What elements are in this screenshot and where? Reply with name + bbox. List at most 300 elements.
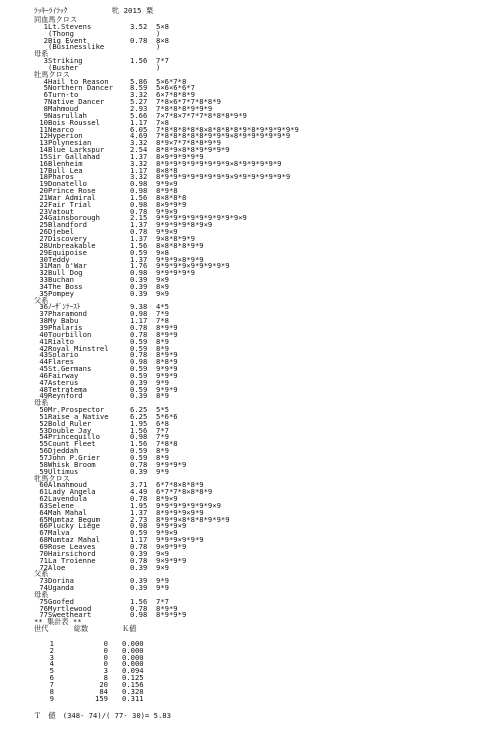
cross-row — [34, 44, 474, 51]
horse-number: 61 — [39, 487, 48, 497]
blood-percent: 4.49 — [130, 487, 148, 497]
blood-percent: 3.32 — [130, 138, 148, 148]
horse-name: Pompey — [48, 288, 74, 298]
blood-percent: 1.56 — [130, 192, 148, 202]
cross-pattern: 7*9 — [156, 432, 169, 442]
horse-number: 39 — [39, 322, 48, 332]
blood-percent: 0.98 — [130, 357, 148, 367]
cross-row — [34, 343, 474, 353]
cross-row — [34, 254, 474, 264]
blood-percent: 1.17 — [130, 535, 148, 545]
cross-pattern: 7*8*8*8*9*9*9 — [156, 103, 213, 113]
horse-name: Count Fleet — [48, 439, 96, 449]
summary-cell: 0.000 — [122, 638, 144, 648]
horse-name: Raise a Native — [48, 411, 109, 421]
horse-name: Fair Trial — [48, 199, 92, 209]
summary-cell: 0.125 — [122, 673, 144, 683]
cross-row — [34, 222, 474, 229]
horse-number: 33 — [39, 275, 48, 285]
cross-pattern: 4*5 — [156, 302, 169, 312]
cross-row — [34, 514, 474, 524]
horse-name: Blenheim — [48, 158, 83, 168]
blood-percent: 0.39 — [130, 288, 148, 298]
summary-cell: 84 — [99, 686, 108, 696]
summary-cell: 2 — [49, 645, 54, 655]
summary-row — [34, 668, 474, 675]
cross-pattern: 9*9*9 — [156, 384, 178, 394]
blood-percent: 3.32 — [130, 158, 148, 168]
blood-percent: 0.39 — [130, 576, 148, 586]
cross-pattern: 7×7*8×7*7*7*8*8*8*9*9 — [156, 110, 247, 120]
horse-number: 55 — [39, 439, 48, 449]
horse-number: 37 — [39, 309, 48, 319]
summary-cell: 3 — [103, 666, 108, 676]
pedigree-cross-report — [34, 4, 474, 719]
horse-number: 25 — [39, 220, 48, 230]
cross-row — [34, 612, 474, 619]
blood-percent: 0.39 — [130, 548, 148, 558]
horse-number: 72 — [39, 562, 48, 572]
cross-row — [34, 384, 474, 394]
horse-name: ﾗｯｷｰﾗｲﾗｯｸ — [34, 6, 68, 15]
blood-percent: 0.39 — [130, 377, 148, 387]
horse-number: 41 — [39, 336, 48, 346]
summary-cell: 0 — [103, 638, 108, 648]
cross-pattern: 8*9 — [156, 391, 169, 401]
cross-row — [34, 455, 474, 462]
cross-pattern: 7*8×6*7*7*8*8*9 — [156, 97, 221, 107]
horse-number: 19 — [39, 179, 48, 189]
horse-name: John P.Grier — [48, 453, 100, 462]
cross-row — [34, 393, 474, 400]
blood-percent: 0.78 — [130, 555, 148, 565]
summary-row — [34, 638, 474, 648]
cross-row — [34, 562, 474, 572]
blood-percent: 0.78 — [130, 541, 148, 551]
cross-pattern: 9×9*9*9 — [156, 541, 187, 551]
cross-pattern: 7*9 — [156, 309, 169, 319]
horse-name: Selene — [48, 500, 74, 510]
horse-name: Whisk Broom — [48, 459, 96, 469]
cross-row — [34, 304, 474, 311]
horse-number: 49 — [39, 391, 48, 401]
cross-row — [34, 281, 474, 291]
section-label: 母系 — [34, 398, 49, 408]
horse-name: Northern Dancer — [48, 83, 113, 93]
cross-row — [34, 58, 474, 65]
horse-number: 32 — [39, 268, 48, 278]
cross-row — [34, 62, 474, 72]
blood-percent: 0.39 — [130, 275, 148, 285]
horse-name: Hairsichord — [48, 548, 96, 558]
blood-percent: 2.15 — [130, 213, 148, 223]
blood-percent: 0.98 — [130, 309, 148, 319]
section-label: 牝馬クロス — [34, 473, 70, 483]
cross-row — [34, 147, 474, 154]
summary-header-cell: 世代 — [34, 624, 49, 634]
cross-pattern: 6*7*7*8×8*8*9 — [156, 487, 213, 497]
horse-name: Sweetheart — [48, 610, 92, 620]
horse-number: 21 — [39, 192, 48, 202]
blood-percent: 1.37 — [130, 220, 148, 230]
cross-row — [34, 411, 474, 421]
blood-percent: 0.98 — [130, 179, 148, 189]
cross-row — [34, 247, 474, 257]
cross-row — [34, 322, 474, 332]
horse-name: Mah Mahal — [48, 507, 87, 517]
cross-pattern: 8×9*9*9*9*9 — [156, 151, 204, 161]
horse-name: Rialto — [48, 336, 74, 346]
horse-number: 73 — [39, 576, 48, 586]
horse-name: Mahmoud — [48, 103, 79, 113]
cross-pattern: 8*9×7*7*8*8*9*9 — [156, 138, 221, 148]
horse-number: 67 — [39, 528, 48, 538]
horse-number: 68 — [39, 535, 48, 545]
cross-row — [34, 240, 474, 250]
cross-row — [34, 263, 474, 270]
cross-pattern: 5×8 — [156, 21, 169, 31]
horse-number: 8 — [43, 103, 48, 113]
blood-percent: 3.32 — [130, 172, 148, 182]
summary-cell: 0 — [103, 645, 108, 655]
horse-name: Royal Minstrel — [48, 343, 109, 353]
horse-name: Double Jay — [48, 425, 92, 435]
horse-number: 34 — [39, 281, 48, 291]
horse-name: Myrtlewood — [48, 603, 92, 613]
blood-percent: 0.78 — [130, 329, 148, 339]
cross-pattern: ) — [156, 62, 161, 72]
cross-row — [34, 500, 474, 510]
blood-percent: 0.78 — [130, 350, 148, 360]
blood-percent: 0.98 — [130, 186, 148, 196]
horse-name: Gainsborough — [48, 213, 100, 223]
blood-percent: 1.56 — [130, 56, 148, 66]
horse-name: Mumtaz Mahal — [48, 535, 100, 545]
cross-row — [34, 448, 474, 455]
horse-name: Man o'War — [48, 261, 87, 271]
horse-name: Prince Rose — [48, 186, 96, 196]
horse-number: 17 — [39, 165, 48, 175]
horse-number: 54 — [39, 432, 48, 442]
summary-row — [34, 693, 474, 703]
blood-percent: 0.59 — [130, 364, 148, 374]
cross-pattern: 8*9 — [156, 343, 169, 353]
horse-number: 14 — [39, 145, 48, 155]
blood-percent: 1.37 — [130, 254, 148, 264]
cross-row — [34, 418, 474, 428]
blood-percent: 5.27 — [130, 97, 148, 107]
horse-name: The Boss — [48, 281, 83, 291]
horse-name: Flares — [48, 357, 74, 367]
horse-name: Plucky Liege — [48, 521, 100, 531]
blood-percent: 0.78 — [130, 459, 148, 469]
horse-number: 64 — [39, 507, 48, 517]
cross-pattern: 9*9*9×9*9*9 — [156, 535, 204, 545]
summary-cell: 0.328 — [122, 686, 144, 696]
horse-name: Equipoise — [48, 247, 87, 257]
summary-cell: 0.156 — [122, 680, 144, 689]
horse-name: Hail to Reason — [48, 76, 109, 86]
horse-number: 24 — [39, 213, 48, 223]
cross-row — [34, 359, 474, 366]
cross-row — [34, 507, 474, 517]
horse-number: 59 — [39, 466, 48, 476]
section-label: 母系 — [34, 49, 49, 59]
horse-name: Bois Roussel — [48, 117, 100, 127]
cross-pattern: 9×9*9*9 — [156, 555, 187, 565]
horse-name: Princequillo — [48, 432, 100, 442]
cross-pattern: 9*9*9*9*9*9*9×9 — [156, 500, 221, 510]
section-label: 父系 — [34, 569, 49, 579]
horse-name: Native Dancer — [48, 97, 105, 107]
horse-number: 29 — [39, 247, 48, 257]
blood-percent: 3.52 — [130, 21, 148, 31]
blood-percent: 0.59 — [130, 336, 148, 346]
cross-row — [34, 585, 474, 592]
blood-percent: 0.78 — [130, 603, 148, 613]
cross-pattern: 5*5 — [156, 405, 169, 415]
horse-number: 22 — [39, 199, 48, 209]
summary-cell: 0.000 — [122, 652, 144, 662]
horse-name: Almahmoud — [48, 480, 87, 490]
blood-percent: 1.95 — [130, 418, 148, 428]
summary-cell: 8 — [49, 686, 54, 696]
horse-number: 69 — [39, 541, 48, 551]
horse-name: Ultimus — [48, 466, 79, 476]
cross-row — [34, 270, 474, 277]
cross-row — [34, 441, 474, 448]
horse-name: Lavendula — [48, 494, 87, 504]
cross-pattern: 9*9 — [156, 377, 169, 387]
horse-number: 2 — [43, 35, 48, 45]
horse-number: 40 — [39, 329, 48, 339]
cross-row — [34, 537, 474, 544]
cross-pattern: 9*9*9 — [156, 364, 178, 374]
horse-number: 18 — [39, 172, 48, 182]
horse-name: Unbreakable — [48, 240, 96, 250]
summary-cell: 5 — [49, 666, 54, 676]
horse-number: 43 — [39, 350, 48, 360]
cross-row — [34, 21, 474, 31]
horse-number: 63 — [39, 500, 48, 510]
blood-percent: 0.39 — [130, 466, 148, 476]
cross-pattern: ) — [156, 28, 161, 38]
blood-percent: 0.98 — [130, 199, 148, 209]
cross-row — [34, 489, 474, 496]
horse-name: Nasrullah — [48, 110, 87, 120]
cross-pattern: 8*8*9×8*8*9*9*9*9 — [156, 145, 230, 155]
section-label: 牡馬クロス — [34, 69, 70, 79]
horse-number: 31 — [39, 261, 48, 271]
cross-row — [34, 603, 474, 613]
cross-row — [34, 541, 474, 551]
blood-percent: 0.39 — [130, 583, 148, 593]
horse-name: Blandford — [48, 220, 87, 230]
horse-name: Lady Angela — [48, 487, 96, 497]
summary-cell: 9 — [49, 693, 54, 703]
cross-pattern: 8*9×9 — [156, 494, 178, 504]
horse-number: 77 — [39, 610, 48, 620]
blood-percent: 0.98 — [130, 432, 148, 442]
summary-cell: 0 — [103, 652, 108, 662]
blood-percent: 1.17 — [130, 165, 148, 175]
cross-pattern: 8×9 — [156, 281, 169, 291]
cross-row — [34, 229, 474, 236]
cross-pattern: 9×9 — [156, 548, 169, 558]
cross-row — [34, 496, 474, 503]
horse-name: Tetratema — [48, 384, 87, 394]
blood-percent: 0.59 — [130, 343, 148, 353]
horse-number: 48 — [39, 384, 48, 394]
blood-percent: 0.98 — [130, 610, 148, 620]
blood-percent: 0.98 — [130, 521, 148, 531]
summary-header — [34, 626, 474, 633]
cross-row — [34, 28, 474, 38]
summary-cell: 8 — [103, 673, 108, 683]
cross-pattern: 8*9*9 — [156, 350, 178, 360]
cross-pattern: 9×9 — [156, 288, 169, 298]
horse-name: Aloe — [48, 562, 66, 572]
horse-number: 58 — [39, 459, 48, 469]
cross-pattern: 9×8*8*9*9 — [156, 234, 195, 243]
horse-number: 65 — [39, 514, 48, 524]
cross-row — [34, 425, 474, 435]
summary-row — [34, 661, 474, 668]
horse-number: 10 — [39, 117, 48, 127]
cross-pattern: 9×9 — [156, 562, 169, 572]
horse-number: 6 — [43, 90, 48, 100]
horse-name: Tourbillon — [48, 329, 92, 339]
blood-percent: 0.39 — [130, 391, 148, 401]
horse-number: 4 — [43, 76, 48, 86]
blood-percent: 1.56 — [130, 439, 148, 449]
summary-row — [34, 645, 474, 655]
horse-number: 53 — [39, 425, 48, 435]
cross-row — [34, 99, 474, 106]
cross-row — [34, 352, 474, 359]
blood-percent: 5.86 — [130, 76, 148, 86]
blood-percent: 6.05 — [130, 124, 148, 134]
horse-number: 66 — [39, 521, 48, 531]
cross-row — [34, 578, 474, 585]
horse-name: Uganda — [48, 583, 74, 593]
horse-name: Blue Larkspur — [48, 145, 105, 155]
cross-pattern: 6*8 — [156, 418, 169, 428]
horse-name: (Businesslike — [48, 42, 105, 52]
blood-percent: 2.73 — [130, 514, 148, 524]
cross-pattern: 6×7*8*8*9 — [156, 90, 195, 100]
cross-pattern: 8*9*9 — [156, 329, 178, 339]
blood-percent: 0.39 — [130, 562, 148, 572]
section-label: 母系 — [34, 589, 49, 599]
summary-cell: 0.000 — [122, 645, 144, 655]
cross-pattern: 9*9*9*9×9*9*9*9*9 — [156, 261, 230, 271]
cross-row — [34, 199, 474, 209]
cross-row — [34, 482, 474, 489]
cross-row — [34, 103, 474, 113]
cross-row — [34, 466, 474, 476]
cross-row — [34, 236, 474, 243]
horse-number: 50 — [39, 405, 48, 415]
cross-row — [34, 85, 474, 92]
cross-pattern: 7*7 — [156, 425, 169, 435]
cross-pattern: 9*9*9*9*8*9×9 — [156, 220, 213, 230]
cross-pattern: 8*9*9*9×9*9 — [156, 507, 204, 517]
horse-number: 7 — [43, 97, 48, 107]
cross-pattern: 8×9*9*9 — [156, 199, 187, 209]
horse-number: 11 — [39, 124, 48, 134]
cross-pattern: 9*9*9*9 — [156, 459, 187, 469]
summary-cell: 6 — [49, 673, 54, 683]
horse-name: Dorina — [48, 576, 74, 586]
cross-row — [34, 133, 474, 140]
horse-name: Phalaris — [48, 322, 83, 332]
cross-pattern: 9*9*9*9*9 — [156, 268, 195, 278]
cross-row — [34, 370, 474, 380]
cross-pattern: 7*8*8*8*8*8*9*9*9×8*9*9*9*9*9*9 — [156, 131, 291, 141]
summary-cell: 159 — [95, 693, 108, 703]
horse-name: ﾉｰｻﾞﾝﾃｰｽﾄ — [48, 302, 81, 312]
cross-pattern: 9*9*9*9*9*9*9*9*9*9×9 — [156, 213, 247, 223]
horse-name: Bull Dog — [48, 268, 83, 278]
cross-pattern: 6*7*8×8*8*9 — [156, 480, 204, 490]
blood-percent: 1.37 — [130, 151, 148, 161]
cross-row — [34, 206, 474, 216]
blood-percent: 0.98 — [130, 268, 148, 278]
horse-number: 16 — [39, 158, 48, 168]
horse-name: Bull Lea — [48, 165, 83, 175]
horse-number: 46 — [39, 370, 48, 380]
blood-percent: 6.25 — [130, 411, 148, 421]
blood-percent: 1.56 — [130, 425, 148, 435]
cross-row — [34, 158, 474, 168]
cross-pattern: 5×6×6*6*7 — [156, 83, 195, 93]
summary-cell: 1 — [49, 638, 54, 648]
horse-name: Djeddah — [48, 446, 79, 456]
cross-pattern: 9*9*9 — [156, 370, 178, 380]
cross-row — [34, 215, 474, 222]
blood-percent: 4.69 — [130, 131, 148, 141]
cross-pattern: 8*9*9×8*8*8*9*9*9 — [156, 514, 230, 524]
horse-name: Solario — [48, 350, 79, 360]
horse-number: 45 — [39, 364, 48, 374]
blood-percent: 0.59 — [130, 453, 148, 462]
horse-number: 60 — [39, 480, 48, 490]
blood-percent: 1.17 — [130, 316, 148, 326]
horse-name: Polynesian — [48, 138, 92, 148]
blood-percent: 0.78 — [130, 322, 148, 332]
horse-number: 26 — [39, 227, 48, 237]
horse-number: 30 — [39, 254, 48, 264]
horse-name: Turn-to — [48, 90, 79, 100]
summary-header-cell: 総数 — [73, 624, 89, 634]
summary-cell: 0.094 — [122, 666, 144, 676]
horse-number: 23 — [39, 206, 48, 216]
summary-title: ** 集計表 ** — [34, 617, 82, 627]
cross-pattern: 9*9×9 — [156, 528, 178, 538]
blood-percent: 3.32 — [130, 90, 148, 100]
horse-number: 70 — [39, 548, 48, 558]
cross-row — [34, 311, 474, 318]
summary-cell: 20 — [99, 680, 108, 689]
cross-pattern: 9*9 — [156, 583, 169, 593]
horse-name: My Babu — [48, 316, 79, 326]
horse-number: 42 — [39, 343, 48, 353]
horse-name: Pharos — [48, 172, 74, 182]
cross-pattern: 9*9×9 — [156, 179, 178, 189]
cross-row — [34, 288, 474, 298]
cross-pattern: 7*7 — [156, 596, 169, 606]
